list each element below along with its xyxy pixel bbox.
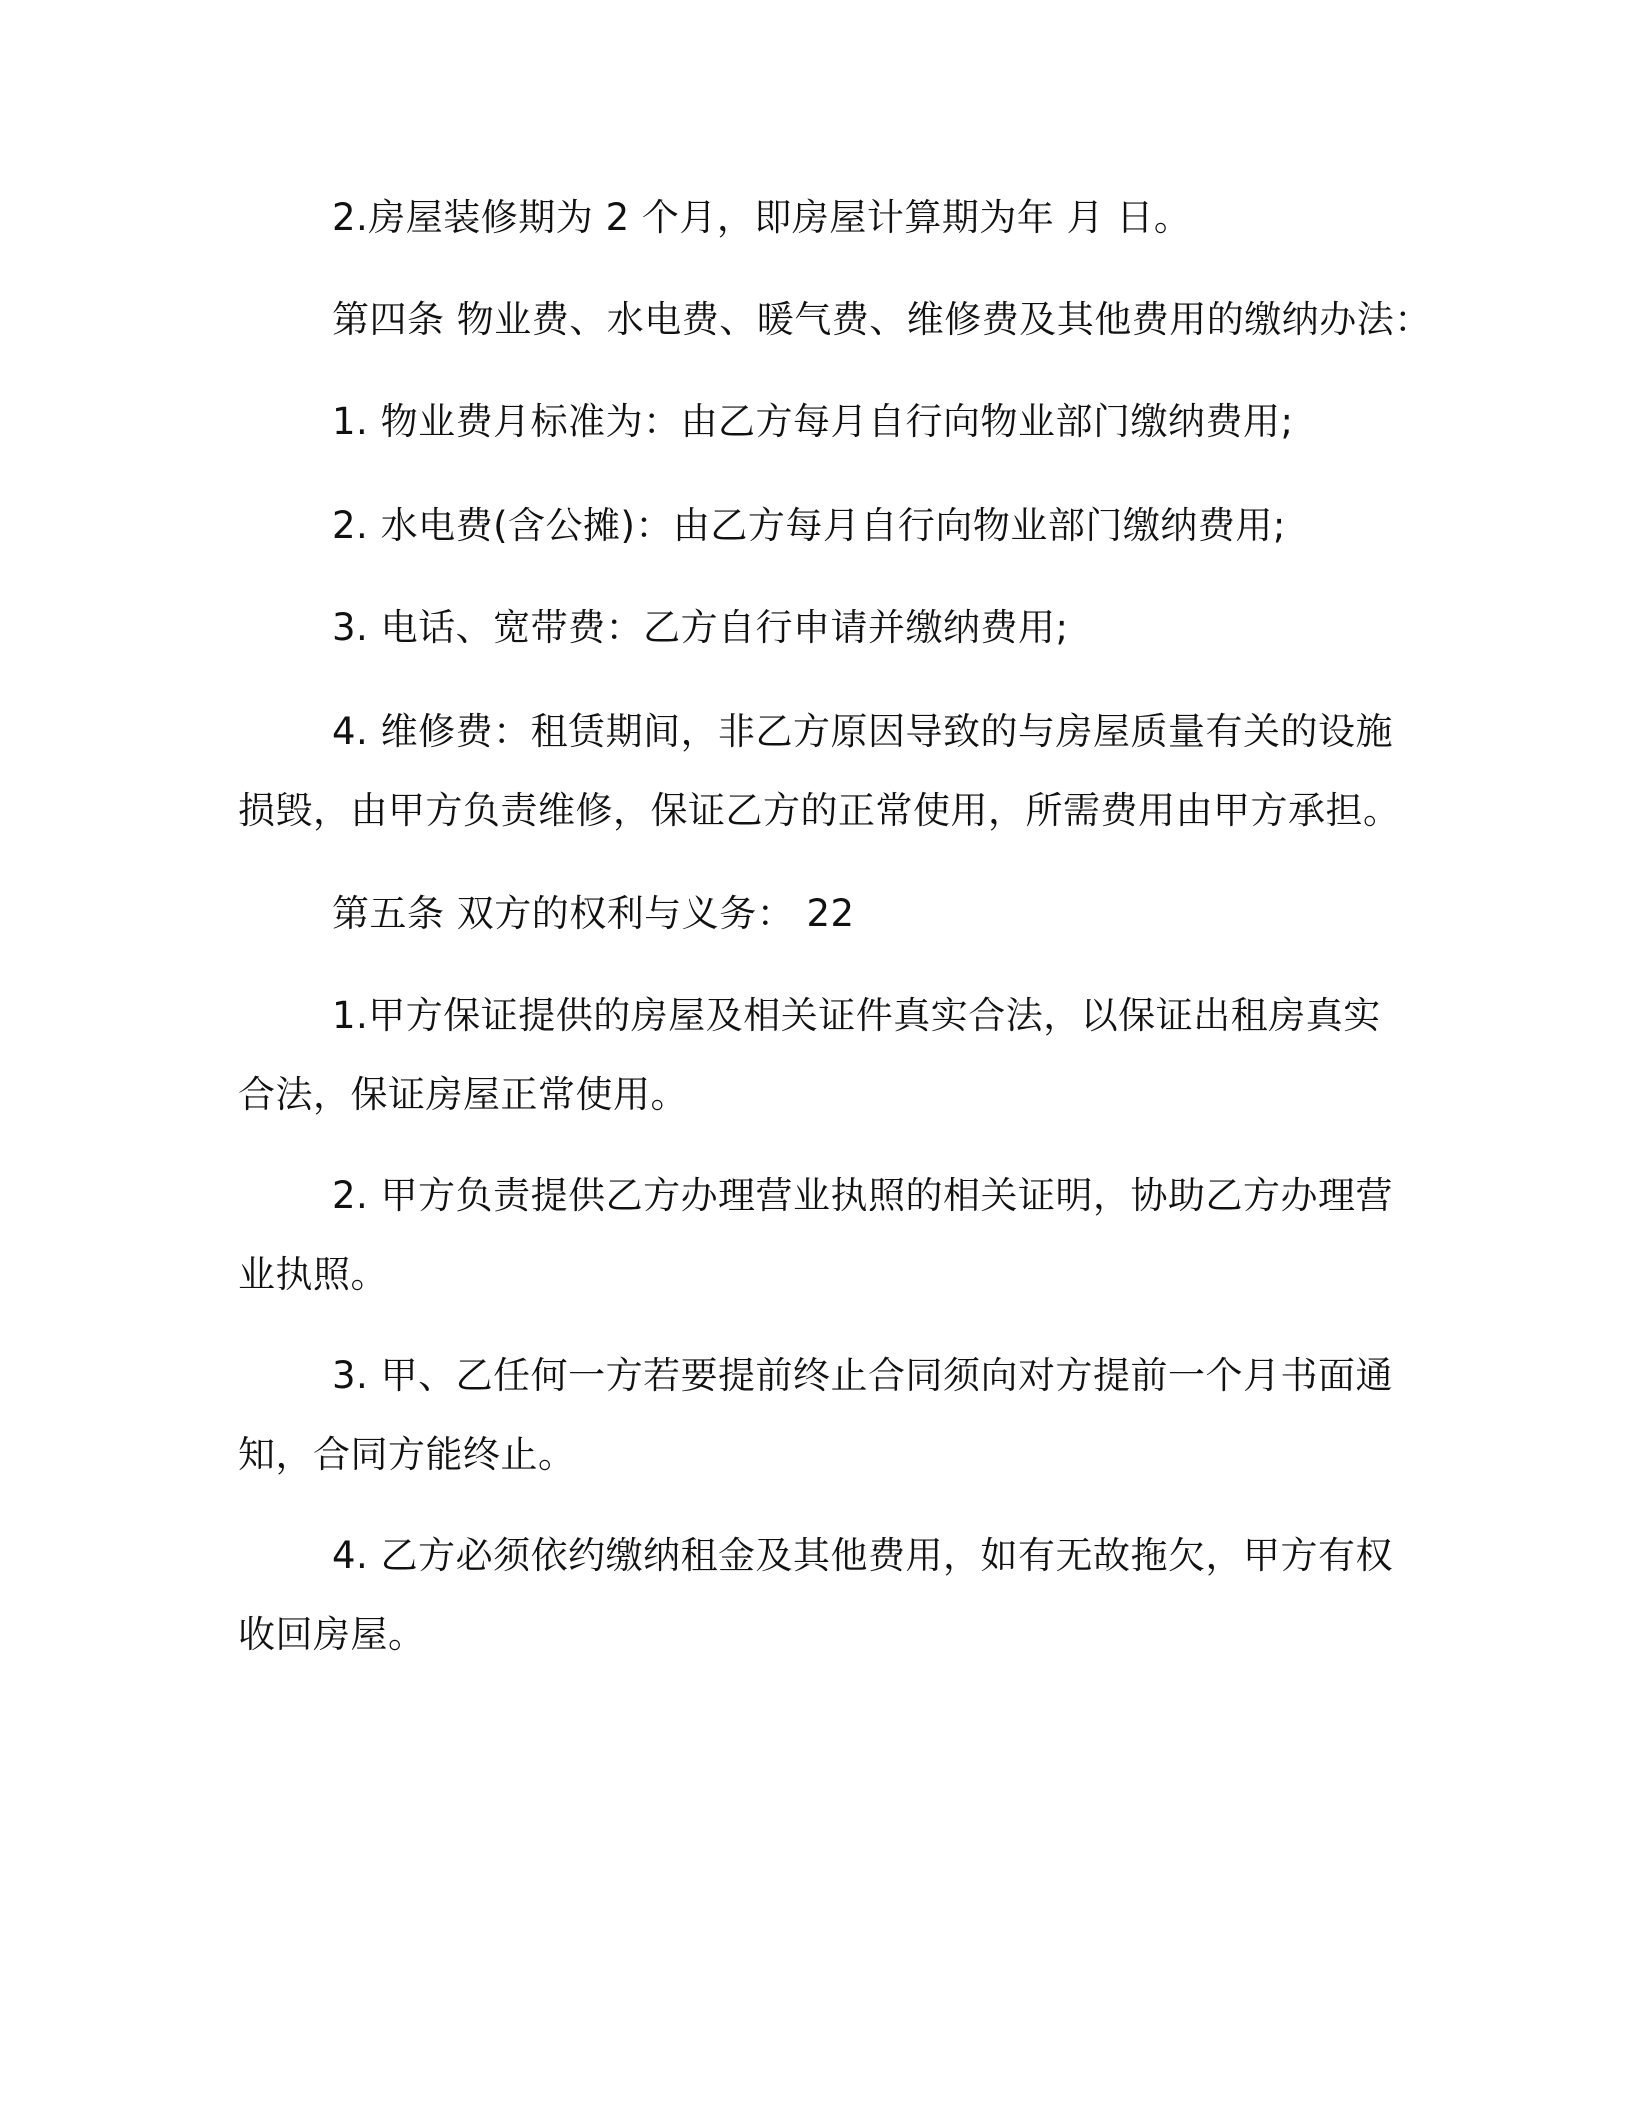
paragraph-decoration-period xyxy=(332,196,1191,240)
text-line: 1.甲方保证提供的房屋及相关证件真实合法，以保证出租房真实 xyxy=(332,994,1381,1037)
text-line: 收回房屋。 xyxy=(238,1613,426,1656)
text-line: 第四条 物业费、水电费、暖气费、维修费及其他费用的缴纳办法： xyxy=(332,298,1432,341)
text-line: 3. 电话、宽带费：乙方自行申请并缴纳费用; xyxy=(332,606,1069,649)
paragraph-early-termination xyxy=(0,1354,1393,1477)
text-line: 2.房屋装修期为 2 个月，即房屋计算期为年 月 日。 xyxy=(332,196,1192,239)
paragraph-utility-fee xyxy=(332,504,1286,548)
text-line: 第五条 双方的权利与义务： 22 xyxy=(332,892,855,935)
article-five-heading xyxy=(332,892,855,936)
article-four-heading xyxy=(332,298,1432,342)
paragraph-rent-payment xyxy=(0,1534,1393,1657)
text-line: 4. 维修费：租赁期间，非乙方原因导致的与房屋质量有关的设施 xyxy=(332,710,1394,753)
text-line: 知，合同方能终止。 xyxy=(238,1433,576,1476)
text-line: 3. 甲、乙任何一方若要提前终止合同须向对方提前一个月书面通 xyxy=(332,1354,1394,1397)
text-line: 业执照。 xyxy=(238,1253,388,1296)
paragraph-telecom-fee xyxy=(332,606,1069,650)
text-line: 损毁，由甲方负责维修，保证乙方的正常使用，所需费用由甲方承担。 xyxy=(238,789,1401,832)
text-line: 1. 物业费月标准为：由乙方每月自行向物业部门缴纳费用; xyxy=(332,400,1294,443)
paragraph-business-license xyxy=(0,1174,1393,1297)
text-line: 合法，保证房屋正常使用。 xyxy=(238,1073,688,1116)
text-line: 2. 水电费(含公摊)：由乙方每月自行向物业部门缴纳费用; xyxy=(332,504,1286,547)
text-line: 4. 乙方必须依约缴纳租金及其他费用，如有无故拖欠，甲方有权 xyxy=(332,1534,1394,1577)
paragraph-landlord-guarantee xyxy=(0,994,1381,1117)
text-line: 2. 甲方负责提供乙方办理营业执照的相关证明，协助乙方办理营 xyxy=(332,1174,1394,1217)
paragraph-property-fee xyxy=(332,400,1294,444)
paragraph-maintenance-fee xyxy=(0,710,1401,833)
